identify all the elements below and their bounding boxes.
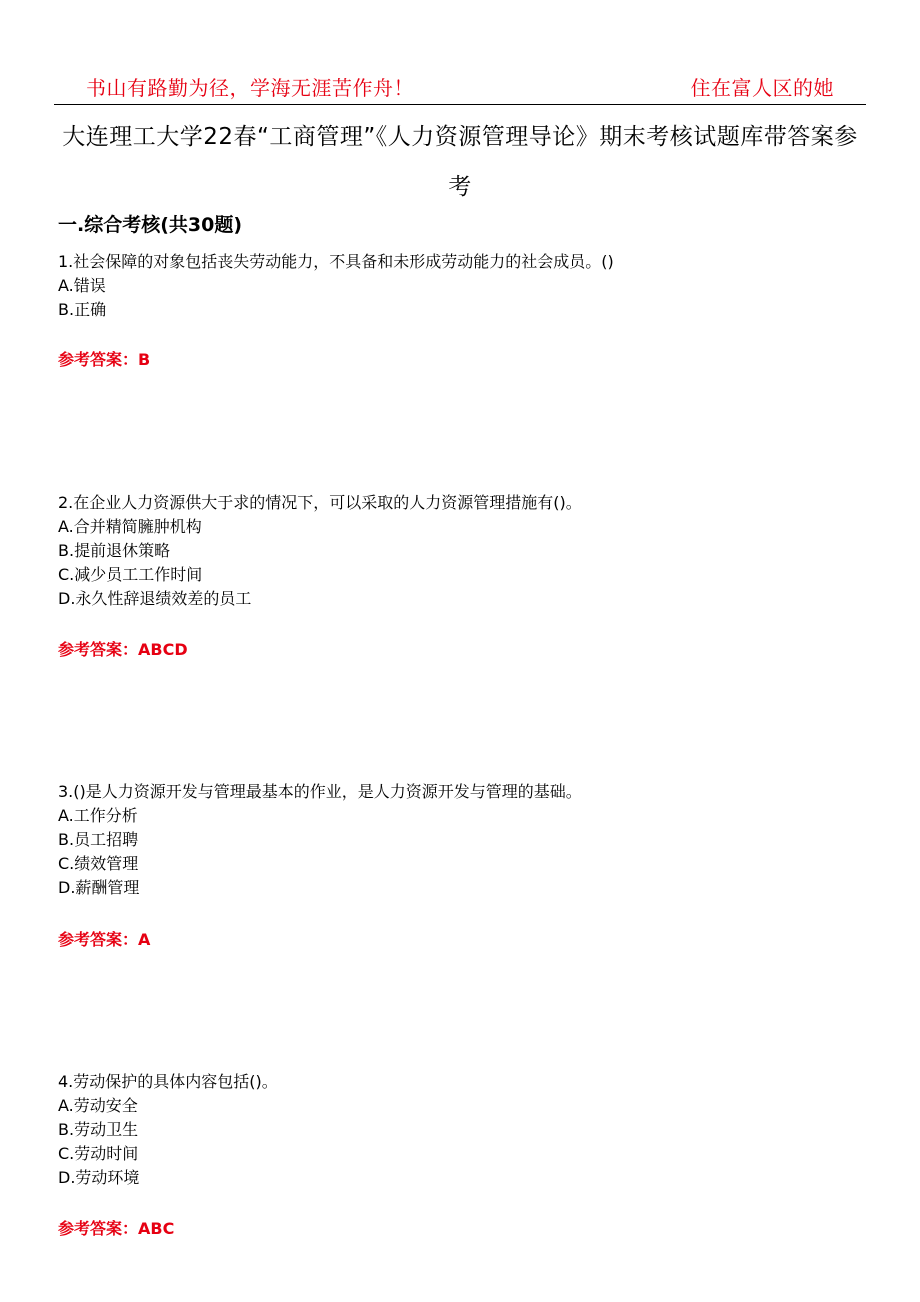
question-2 [58, 491, 582, 611]
answer-2: 参考答案：ABCD [58, 640, 188, 659]
option-d: D.永久性辞退绩效差的员工 [58, 589, 252, 608]
option-c: C.减少员工工作时间 [58, 565, 203, 584]
question-text: 2.在企业人力资源供大于求的情况下，可以采取的人力资源管理措施有()。 [58, 493, 582, 512]
option-b: B.员工招聘 [58, 830, 139, 849]
answer-3: 参考答案：A [58, 930, 151, 949]
section-heading: 一.综合考核(共30题) [58, 214, 243, 236]
option-d: D.薪酬管理 [58, 878, 140, 897]
option-b: B.提前退休策略 [58, 541, 171, 560]
question-4 [58, 1070, 278, 1190]
option-c: C.劳动时间 [58, 1144, 139, 1163]
option-b: B.正确 [58, 300, 107, 319]
option-d: D.劳动环境 [58, 1168, 140, 1187]
document-title: 大连理工大学22春“工商管理”《人力资源管理导论》期末考核试题库带答案参考 [62, 124, 858, 200]
option-a: A.合并精简臃肿机构 [58, 517, 202, 536]
question-3 [58, 780, 582, 900]
option-c: C.绩效管理 [58, 854, 139, 873]
header-slogan: 书山有路勤为径，学海无涯苦作舟！ [86, 76, 414, 100]
question-1 [58, 250, 614, 322]
question-text: 1.社会保障的对象包括丧失劳动能力，不具备和未形成劳动能力的社会成员。() [58, 252, 614, 271]
question-text: 4.劳动保护的具体内容包括()。 [58, 1072, 278, 1091]
option-b: B.劳动卫生 [58, 1120, 139, 1139]
answer-4: 参考答案：ABC [58, 1219, 175, 1238]
header-author: 住在富人区的她 [690, 76, 834, 100]
question-text: 3.()是人力资源开发与管理最基本的作业，是人力资源开发与管理的基础。 [58, 782, 582, 801]
option-a: A.错误 [58, 276, 106, 295]
option-a: A.工作分析 [58, 806, 138, 825]
page-header [54, 70, 866, 105]
answer-1: 参考答案：B [58, 350, 151, 369]
option-a: A.劳动安全 [58, 1096, 138, 1115]
